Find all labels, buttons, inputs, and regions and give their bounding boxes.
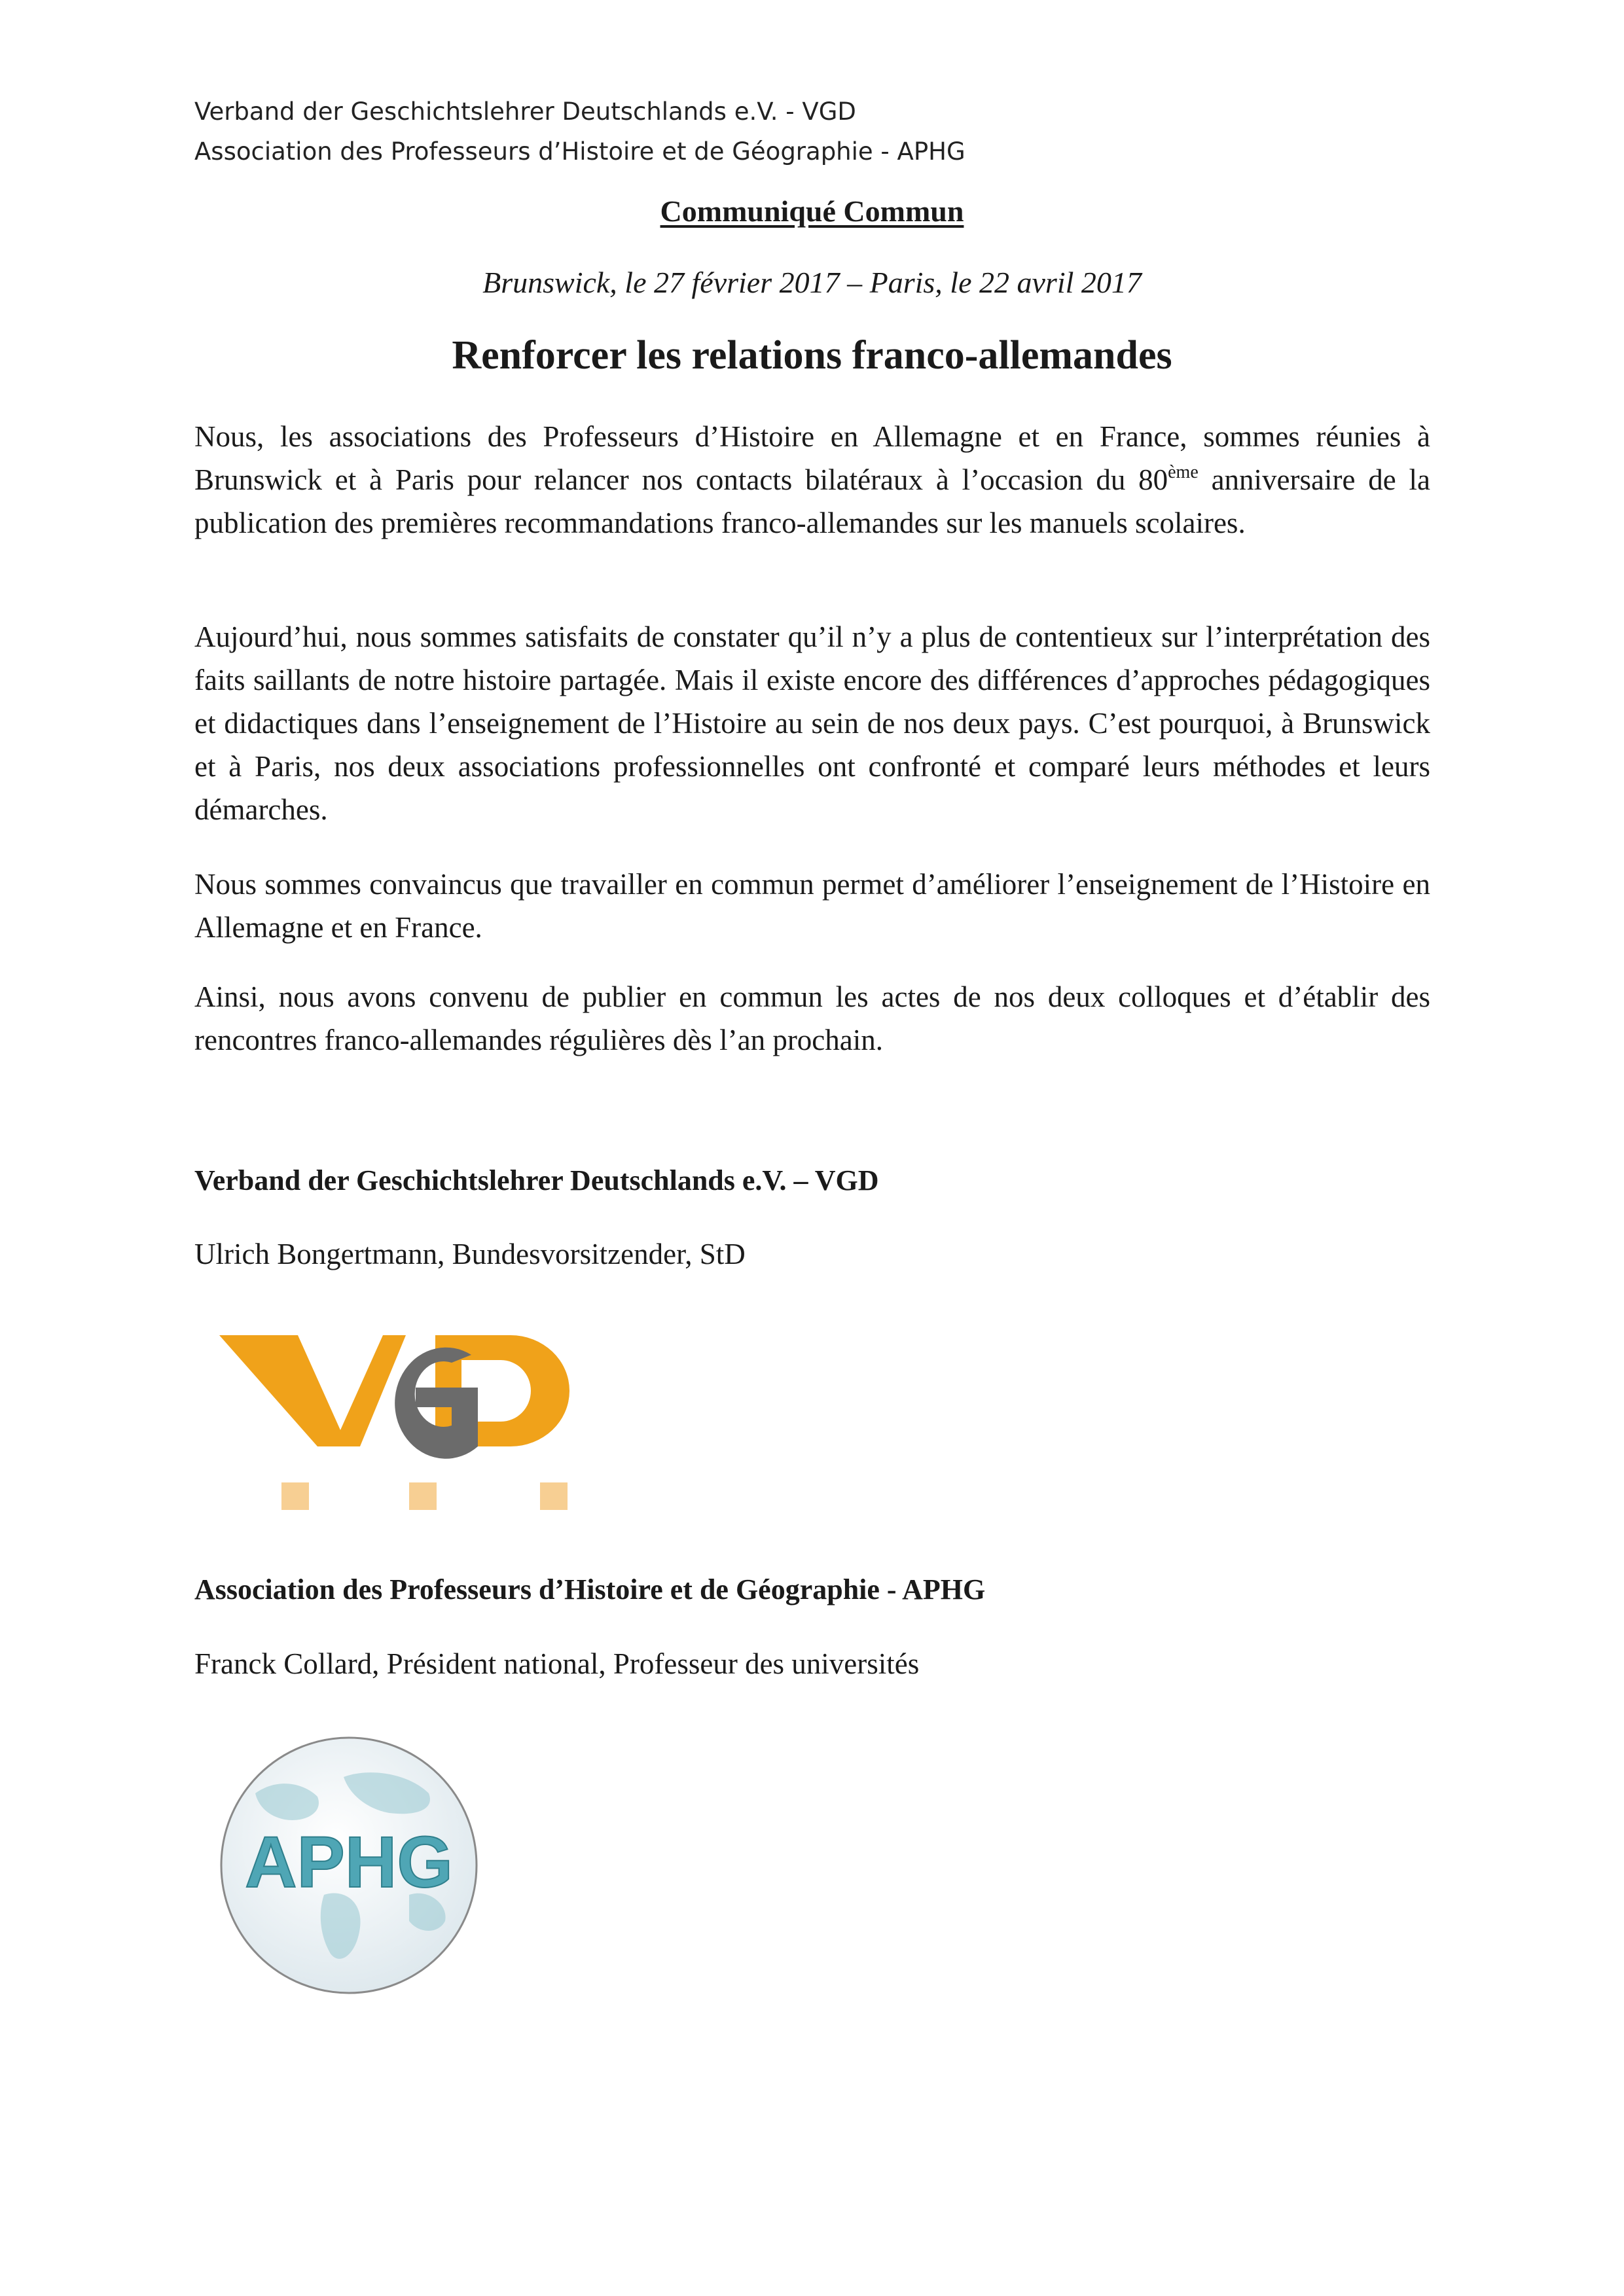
- vgd-logo-square: [281, 1482, 309, 1510]
- paragraph-1-text-a: Nous, les associations des Professeurs d’Histoire en Allemagne et en France, sommes réunies à Brunswick et à Paris pour relancer nos contacts bilatéraux à l’occasion du 80: [194, 420, 1430, 496]
- header-line-aphg: Association des Professeurs d’Histoire et de Géographie - APHG: [194, 137, 965, 166]
- aphg-logo: [193, 1731, 507, 2000]
- aphg-signatory: Franck Collard, Président national, Professeur des universités: [194, 1647, 920, 1680]
- paragraph-2: Aujourd’hui, nous sommes satisfaits de constater qu’il n’y a plus de contentieux sur l’interprétation des faits saillants de notre histoire partagée. Mais il existe encore des différences d’approches pédagogiques et didactiques dans l’enseignement de l’Histoire au sein de nos deux pays. C’est pourquoi, à Brunswick et à Paris, nos deux associations professionnelles ont confronté et comparé leurs méthodes et leurs démarches.: [194, 620, 1430, 826]
- vgd-organization-name: Verband der Geschichtslehrer Deutschlands e.V. – VGD: [194, 1164, 879, 1196]
- ordinal-superscript: ème: [1168, 462, 1199, 482]
- paragraph-1: [194, 415, 1430, 545]
- document-title: Renforcer les relations franco-allemandes: [452, 333, 1172, 378]
- vgd-logo-square: [540, 1482, 568, 1510]
- header-line-vgd: Verband der Geschichtslehrer Deutschlands e.V. - VGD: [194, 98, 856, 126]
- paragraph-4: Ainsi, nous avons convenu de publier en commun les actes de nos deux colloques et d’établir des rencontres franco-allemandes régulières dès l’an prochain.: [194, 980, 1430, 1056]
- vgd-signatory: Ulrich Bongertmann, Bundesvorsitzender, StD: [194, 1238, 746, 1270]
- paragraph-1-text-b: anniversaire de la publication des premières recommandations franco-allemandes sur les manuels scolaires.: [194, 463, 1430, 539]
- paragraph-3: Nous sommes convaincus que travailler en commun permet d’améliorer l’enseignement de l’Histoire en Allemagne et en France.: [194, 868, 1430, 944]
- communique-heading: Communiqué Commun: [660, 194, 964, 228]
- vgd-logo-square: [409, 1482, 437, 1510]
- dateline: Brunswick, le 27 février 2017 – Paris, le 22 avril 2017: [482, 266, 1142, 299]
- aphg-organization-name: Association des Professeurs d’Histoire et de Géographie - APHG: [194, 1573, 986, 1605]
- vgd-logo: [219, 1316, 612, 1525]
- aphg-logo-lettering: APHG: [245, 1822, 453, 1903]
